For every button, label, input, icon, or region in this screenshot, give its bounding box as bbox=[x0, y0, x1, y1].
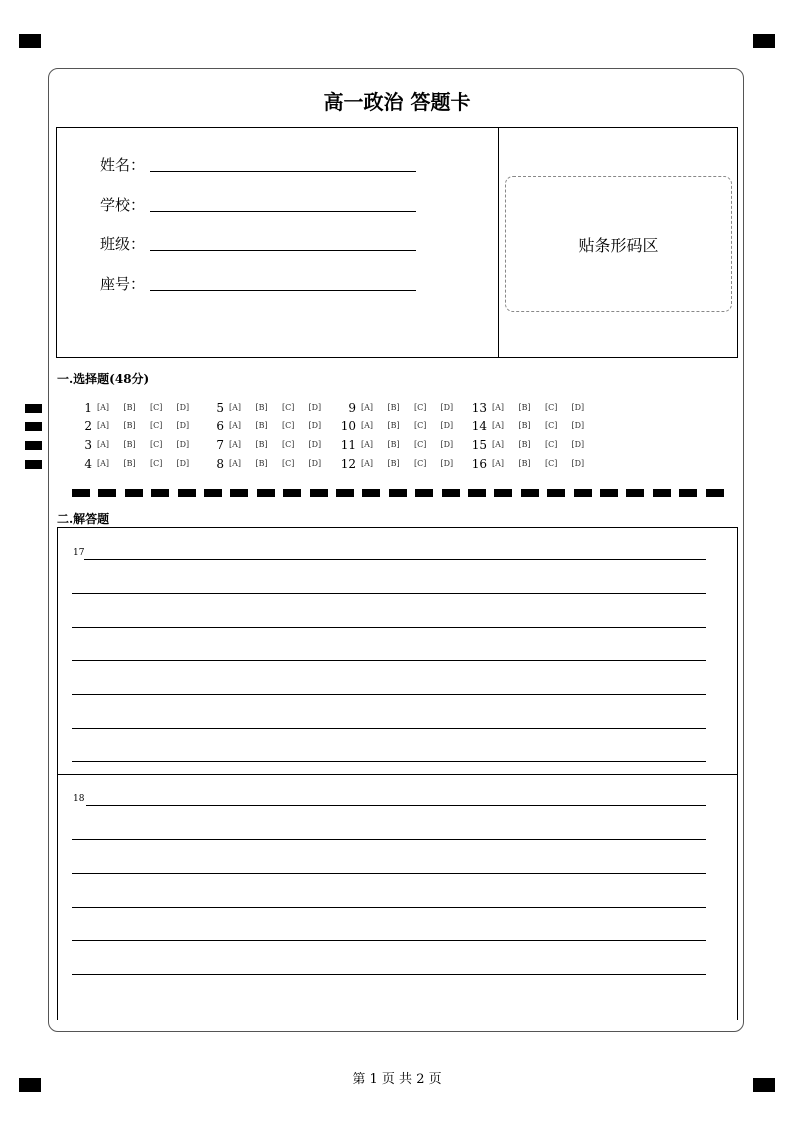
question-12-option-b[interactable]: [B] bbox=[387, 459, 400, 468]
separator-dash bbox=[653, 489, 671, 497]
question-9-number: 9 bbox=[348, 401, 356, 415]
separator-dash bbox=[98, 489, 116, 497]
question-14-option-d[interactable]: [D] bbox=[571, 421, 585, 430]
question-7-option-d[interactable]: [D] bbox=[308, 440, 322, 449]
separator-dash bbox=[468, 489, 486, 497]
section-choice-title: 一.选择题(48分) bbox=[57, 372, 150, 386]
question-11-option-d[interactable]: [D] bbox=[440, 440, 454, 449]
question-16-option-c[interactable]: [C] bbox=[545, 459, 558, 468]
question-8-number: 8 bbox=[216, 457, 224, 471]
name-field[interactable] bbox=[150, 171, 416, 172]
question-12-option-a[interactable]: [A] bbox=[361, 459, 374, 468]
question-18-answer-line[interactable] bbox=[86, 805, 706, 806]
separator-dash bbox=[415, 489, 433, 497]
question-15-option-a[interactable]: [A] bbox=[492, 440, 505, 449]
separator-dash bbox=[283, 489, 301, 497]
question-14-option-b[interactable]: [B] bbox=[518, 421, 531, 430]
question-12-option-c[interactable]: [C] bbox=[414, 459, 427, 468]
page-title: 高一政治 答题卡 bbox=[323, 90, 471, 114]
question-15-option-b[interactable]: [B] bbox=[518, 440, 531, 449]
question-13-option-d[interactable]: [D] bbox=[571, 403, 585, 412]
separator-dash bbox=[310, 489, 328, 497]
question-10-number: 10 bbox=[340, 419, 356, 433]
question-17-answer-line[interactable] bbox=[72, 593, 706, 594]
question-8-option-b[interactable]: [B] bbox=[255, 459, 268, 468]
question-6-option-a[interactable]: [A] bbox=[229, 421, 242, 430]
question-12-option-d[interactable]: [D] bbox=[440, 459, 454, 468]
separator-dash bbox=[494, 489, 512, 497]
question-10-option-d[interactable]: [D] bbox=[440, 421, 454, 430]
question-13-option-b[interactable]: [B] bbox=[518, 403, 531, 412]
question-13-number: 13 bbox=[471, 401, 487, 415]
question-3-option-d[interactable]: [D] bbox=[176, 440, 190, 449]
question-13-option-c[interactable]: [C] bbox=[545, 403, 558, 412]
question-17-answer-line[interactable] bbox=[72, 660, 706, 661]
separator-dash bbox=[547, 489, 565, 497]
separator-dash bbox=[336, 489, 354, 497]
question-3-number: 3 bbox=[84, 438, 92, 452]
question-14-number: 14 bbox=[471, 419, 487, 433]
question-18-answer-line[interactable] bbox=[72, 940, 706, 941]
question-16-number: 16 bbox=[471, 457, 487, 471]
question-14-option-c[interactable]: [C] bbox=[545, 421, 558, 430]
seat-number-field[interactable] bbox=[150, 290, 416, 291]
question-4-option-a[interactable]: [A] bbox=[97, 459, 110, 468]
question-4-option-c[interactable]: [C] bbox=[150, 459, 163, 468]
question-2-option-a[interactable]: [A] bbox=[97, 421, 110, 430]
question-7-option-b[interactable]: [B] bbox=[255, 440, 268, 449]
registration-mark-top-right bbox=[753, 34, 775, 48]
question-13-option-a[interactable]: [A] bbox=[492, 403, 505, 412]
separator-dash bbox=[626, 489, 644, 497]
info-divider bbox=[498, 127, 499, 358]
question-9-option-c[interactable]: [C] bbox=[414, 403, 427, 412]
question-3-option-c[interactable]: [C] bbox=[150, 440, 163, 449]
question-17-number: 17 bbox=[73, 548, 85, 558]
question-6-option-c[interactable]: [C] bbox=[282, 421, 295, 430]
separator-dash bbox=[521, 489, 539, 497]
question-15-option-d[interactable]: [D] bbox=[571, 440, 585, 449]
separator-dash bbox=[72, 489, 90, 497]
question-18-answer-line[interactable] bbox=[72, 974, 706, 975]
question-9-option-b[interactable]: [B] bbox=[387, 403, 400, 412]
separator-dash bbox=[125, 489, 143, 497]
question-15-number: 15 bbox=[471, 438, 487, 452]
question-4-number: 4 bbox=[84, 457, 92, 471]
separator-dash bbox=[706, 489, 724, 497]
question-9-option-d[interactable]: [D] bbox=[440, 403, 454, 412]
question-6-option-d[interactable]: [D] bbox=[308, 421, 322, 430]
question-5-option-a[interactable]: [A] bbox=[229, 403, 242, 412]
separator-dash bbox=[679, 489, 697, 497]
timing-mark-row-1 bbox=[25, 404, 42, 413]
question-18-answer-line[interactable] bbox=[72, 907, 706, 908]
question-8-option-c[interactable]: [C] bbox=[282, 459, 295, 468]
question-18-answer-line[interactable] bbox=[72, 839, 706, 840]
question-17-answer-line[interactable] bbox=[72, 728, 706, 729]
question-2-option-d[interactable]: [D] bbox=[176, 421, 190, 430]
school-label: 学校： bbox=[100, 196, 146, 214]
question-5-option-c[interactable]: [C] bbox=[282, 403, 295, 412]
question-16-option-a[interactable]: [A] bbox=[492, 459, 505, 468]
school-field[interactable] bbox=[150, 211, 416, 212]
separator-dash bbox=[389, 489, 407, 497]
question-11-option-a[interactable]: [A] bbox=[361, 440, 374, 449]
question-18-number: 18 bbox=[73, 794, 85, 804]
barcode-zone[interactable] bbox=[505, 176, 732, 312]
class-field[interactable] bbox=[150, 250, 416, 251]
name-label: 姓名： bbox=[100, 156, 146, 174]
question-10-option-c[interactable]: [C] bbox=[414, 421, 427, 430]
question-9-option-a[interactable]: [A] bbox=[361, 403, 374, 412]
registration-mark-top-left bbox=[19, 34, 41, 48]
separator-dash bbox=[178, 489, 196, 497]
question-7-option-a[interactable]: [A] bbox=[229, 440, 242, 449]
question-15-option-c[interactable]: [C] bbox=[545, 440, 558, 449]
question-4-option-d[interactable]: [D] bbox=[176, 459, 190, 468]
separator-dash bbox=[362, 489, 380, 497]
question-8-option-d[interactable]: [D] bbox=[308, 459, 322, 468]
timing-mark-row-2 bbox=[25, 422, 42, 431]
answer-area-divider bbox=[57, 774, 738, 775]
separator-dash bbox=[574, 489, 592, 497]
separator-dash bbox=[230, 489, 248, 497]
separator-dash bbox=[600, 489, 618, 497]
question-5-option-b[interactable]: [B] bbox=[255, 403, 268, 412]
question-1-option-c[interactable]: [C] bbox=[150, 403, 163, 412]
question-6-number: 6 bbox=[216, 419, 224, 433]
question-2-option-c[interactable]: [C] bbox=[150, 421, 163, 430]
question-1-number: 1 bbox=[84, 401, 92, 415]
question-1-option-a[interactable]: [A] bbox=[97, 403, 110, 412]
question-2-number: 2 bbox=[84, 419, 92, 433]
question-17-answer-line[interactable] bbox=[72, 761, 706, 762]
question-3-option-a[interactable]: [A] bbox=[97, 440, 110, 449]
question-7-option-c[interactable]: [C] bbox=[282, 440, 295, 449]
question-3-option-b[interactable]: [B] bbox=[123, 440, 136, 449]
section-answer-title: 二.解答题 bbox=[57, 512, 110, 526]
separator-dash bbox=[257, 489, 275, 497]
question-5-number: 5 bbox=[216, 401, 224, 415]
page-footer: 第 1 页 共 2 页 bbox=[352, 1072, 442, 1087]
question-7-number: 7 bbox=[216, 438, 224, 452]
question-11-number: 11 bbox=[340, 438, 356, 452]
question-1-option-b[interactable]: [B] bbox=[123, 403, 136, 412]
question-10-option-b[interactable]: [B] bbox=[387, 421, 400, 430]
question-16-option-b[interactable]: [B] bbox=[518, 459, 531, 468]
question-1-option-d[interactable]: [D] bbox=[176, 403, 190, 412]
question-2-option-b[interactable]: [B] bbox=[123, 421, 136, 430]
question-17-answer-line[interactable] bbox=[84, 559, 706, 560]
question-18-answer-line[interactable] bbox=[72, 873, 706, 874]
question-10-option-a[interactable]: [A] bbox=[361, 421, 374, 430]
question-8-option-a[interactable]: [A] bbox=[229, 459, 242, 468]
question-12-number: 12 bbox=[340, 457, 356, 471]
timing-mark-row-3 bbox=[25, 441, 42, 450]
question-6-option-b[interactable]: [B] bbox=[255, 421, 268, 430]
timing-mark-row-4 bbox=[25, 460, 42, 469]
question-16-option-d[interactable]: [D] bbox=[571, 459, 585, 468]
question-14-option-a[interactable]: [A] bbox=[492, 421, 505, 430]
seat-number-label: 座号： bbox=[100, 275, 146, 293]
question-4-option-b[interactable]: [B] bbox=[123, 459, 136, 468]
question-5-option-d[interactable]: [D] bbox=[308, 403, 322, 412]
separator-dash bbox=[442, 489, 460, 497]
separator-dash bbox=[204, 489, 222, 497]
question-17-answer-line[interactable] bbox=[72, 627, 706, 628]
question-17-answer-line[interactable] bbox=[72, 694, 706, 695]
class-label: 班级： bbox=[100, 235, 146, 253]
question-11-option-b[interactable]: [B] bbox=[387, 440, 400, 449]
question-11-option-c[interactable]: [C] bbox=[414, 440, 427, 449]
barcode-zone-label: 贴条形码区 bbox=[578, 235, 659, 255]
separator-dash bbox=[151, 489, 169, 497]
